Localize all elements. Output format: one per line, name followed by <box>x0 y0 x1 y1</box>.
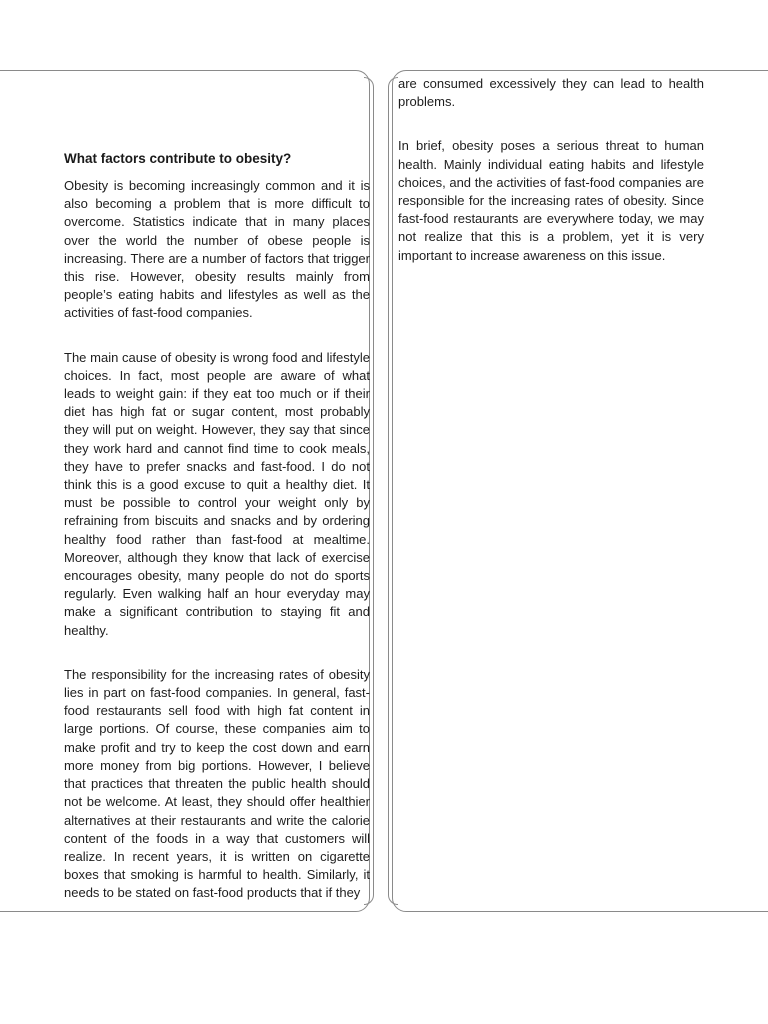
paragraph-lifestyle: The main cause of obesity is wrong food and lifestyle choices. In fact, most people are aware of what leads to weight gain: if they eat too much or if their diet has high fat or sugar content, most probably they will put on weight. However, they say that since they work hard and cannot find time to cook meals, they have to prefer snacks and fast-food. I do not think this is a good excuse to quit a healthy diet. It must be possible to control your weight only by refraining from biscuits and snacks and by ordering healthy food rather than fast-food at mealtime. Moreover, although they know that lack of exercise encourages obesity, many people do not do sports regularly. Even walking half an hour everyday may make a significant contribution to staying fit and healthy. <box>64 349 370 638</box>
paragraph-conclusion: In brief, obesity poses a serious threat to human health. Mainly individual eating habits and lifestyle choices, and the activities of fast-food companies are responsible for the increasing rates of obesity. Since fast-food restaurants are everywhere today, we may not realize that this is a problem, yet it is very important to increase awareness on this issue. <box>398 138 704 263</box>
right-column <box>398 75 704 265</box>
paragraph-intro: Obesity is becoming increasingly common and it is also becoming a problem that is more difficult to overcome. Statistics indicate that in many places over the world the number of obese people is increasing. There are a number of factors that trigger this rise. However, obesity results mainly from people’s eating habits and lifestyles as well as the activities of fast-food companies. <box>64 178 370 321</box>
article-heading: What factors contribute to obesity? <box>64 151 292 166</box>
paragraph-continuation: are consumed excessively they can lead to health problems. <box>398 76 704 110</box>
paragraph-fast-food: The responsibility for the increasing rates of obesity lies in part on fast-food companies. In general, fast-food restaurants sell food with high fat content in large portions. Of course, these companies aim to make profit and try to keep the cost down and earn more money from big portions. However, I believe that practices that threaten the public health should not be welcome. At least, they should offer healthier alternatives at their restaurants and write the calorie content of the foods in a way that customers will realize. In recent years, it is written on cigarette boxes that smoking is harmful to health. Similarly, it needs to be stated on fast-food products that if they <box>64 666 370 901</box>
left-column <box>64 150 370 903</box>
